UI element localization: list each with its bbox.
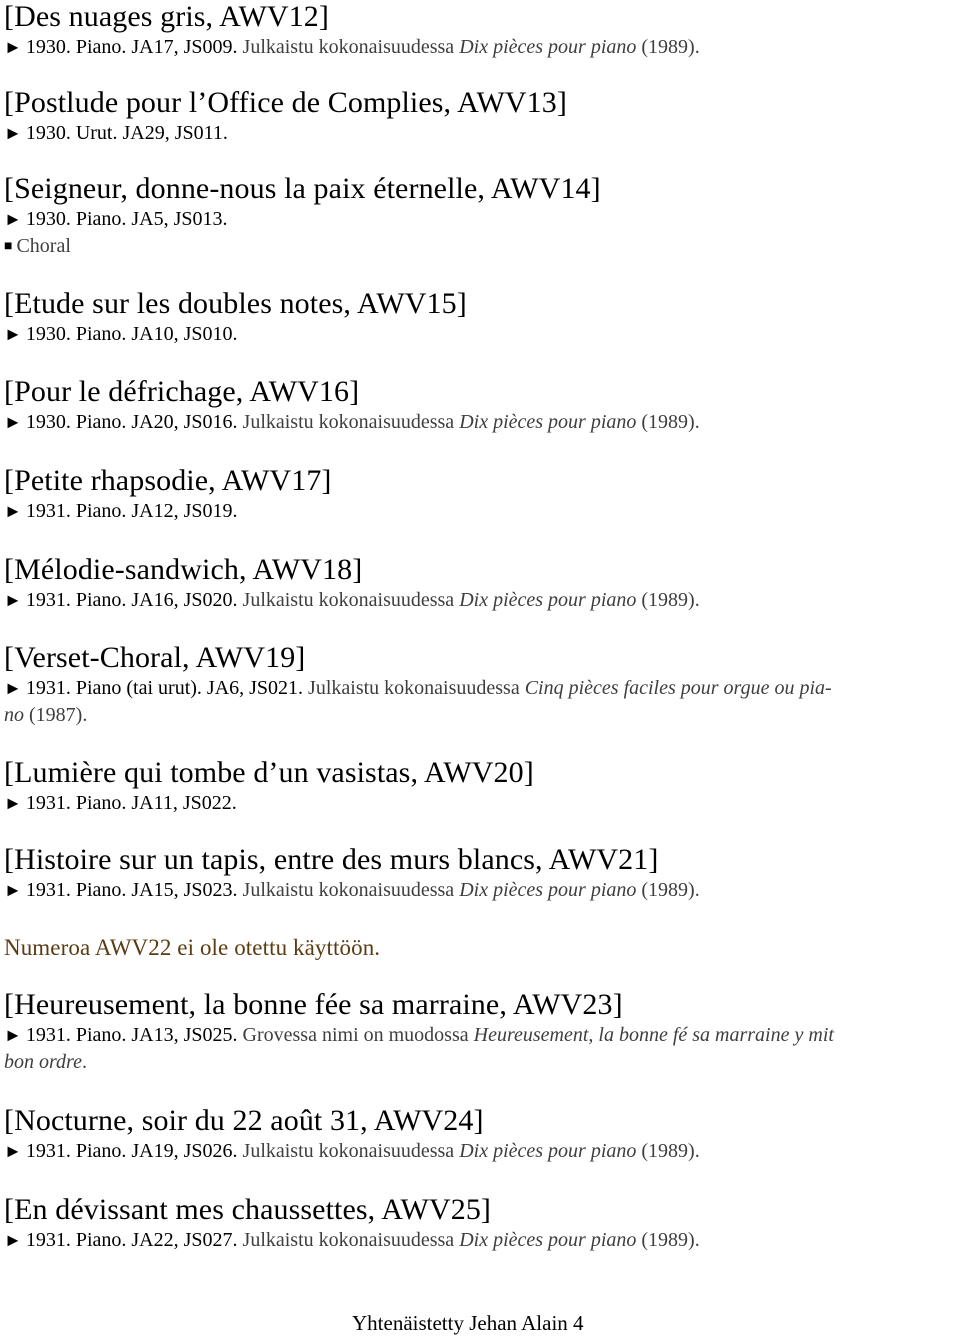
entry-work-title: Heureusement, la bonne fé sa marraine y mit (473, 1024, 834, 1046)
entry-awv21 (4, 843, 958, 904)
entry-awv15 (4, 287, 958, 348)
entry-title: [Des nuages gris, AWV12] (4, 0, 329, 33)
entry-year: (1989). (641, 879, 700, 901)
entry-awv19 (4, 641, 958, 729)
entry-publication: Grovessa nimi on muodossa (242, 1024, 469, 1046)
triangle-right-icon: ► (4, 1025, 22, 1045)
entry-awv16 (4, 375, 958, 436)
entry-work-title: Dix pièces pour piano (459, 589, 637, 611)
entry-awv24 (4, 1104, 958, 1165)
triangle-right-icon: ► (4, 37, 22, 57)
entry-details (4, 1022, 958, 1049)
entry-work-title: Dix pièces pour piano (459, 1229, 637, 1251)
triangle-right-icon: ► (4, 412, 22, 432)
entry-meta: 1930. Urut. JA29, JS011. (25, 122, 228, 144)
entry-details (4, 321, 958, 348)
entry-details-cont (4, 702, 958, 729)
entry-details (4, 877, 958, 904)
entry-details (4, 498, 958, 525)
entry-title: [Histoire sur un tapis, entre des murs blancs, AWV21] (4, 843, 659, 876)
entry-title: [En dévissant mes chaussettes, AWV25] (4, 1193, 492, 1226)
square-bullet-icon: ■ (4, 239, 13, 254)
entry-meta: 1930. Piano. JA20, JS016. (25, 411, 238, 433)
entry-details (4, 34, 958, 61)
entry-awv22-notice (4, 934, 958, 962)
entry-title: [Seigneur, donne-nous la paix éternelle, AWV14] (4, 172, 601, 205)
entry-details (4, 206, 958, 233)
entry-title: [Petite rhapsodie, AWV17] (4, 464, 332, 497)
entry-title: [Nocturne, soir du 22 août 31, AWV24] (4, 1104, 484, 1137)
entry-year: (1989). (641, 36, 700, 58)
entry-details (4, 409, 958, 436)
entry-awv18 (4, 553, 958, 614)
entry-year: (1989). (641, 1140, 700, 1162)
entry-awv17 (4, 464, 958, 525)
entry-year: (1989). (641, 411, 700, 433)
entry-work-title: Cinq pièces faciles pour orgue ou pia- (524, 677, 832, 699)
entry-details (4, 790, 958, 817)
triangle-right-icon: ► (4, 501, 22, 521)
entry-publication: Julkaistu kokonaisuudessa (242, 879, 455, 901)
entry-details (4, 587, 958, 614)
entry-details-cont (4, 1049, 958, 1076)
entry-meta: 1931. Piano. JA15, JS023. (25, 879, 238, 901)
entry-meta: 1931. Piano. JA11, JS022. (25, 792, 237, 814)
entry-meta: 1931. Piano. JA12, JS019. (25, 500, 238, 522)
entry-work-title: Dix pièces pour piano (459, 1140, 637, 1162)
entry-publication: Julkaistu kokonaisuudessa (242, 36, 455, 58)
entry-note-text: Choral (16, 235, 71, 257)
entry-year: (1989). (641, 589, 700, 611)
entry-year: . (81, 1051, 87, 1073)
entry-awv14 (4, 172, 958, 260)
entry-meta: 1931. Piano. JA19, JS026. (25, 1140, 238, 1162)
entry-title: [Pour le défrichage, AWV16] (4, 375, 360, 408)
entry-note (4, 233, 958, 260)
entry-details (4, 120, 958, 147)
entry-work-title: Dix pièces pour piano (459, 879, 637, 901)
triangle-right-icon: ► (4, 123, 22, 143)
triangle-right-icon: ► (4, 324, 22, 344)
entry-publication: Julkaistu kokonaisuudessa (242, 1140, 455, 1162)
entry-work-title-cont: bon ordre (4, 1051, 82, 1073)
entry-publication: Julkaistu kokonaisuudessa (308, 677, 520, 699)
entry-title: [Verset-Choral, AWV19] (4, 641, 306, 674)
entry-publication: Julkaistu kokonaisuudessa (242, 411, 455, 433)
entry-awv25 (4, 1193, 958, 1254)
entry-awv23 (4, 988, 958, 1076)
entry-meta: 1930. Piano. JA17, JS009. (25, 36, 238, 58)
triangle-right-icon: ► (4, 590, 22, 610)
entry-publication: Julkaistu kokonaisuudessa (242, 1229, 455, 1251)
entry-title: [Lumière qui tombe d’un vasistas, AWV20] (4, 756, 534, 789)
triangle-right-icon: ► (4, 209, 22, 229)
entry-awv12 (4, 0, 958, 61)
triangle-right-icon: ► (4, 1141, 22, 1161)
triangle-right-icon: ► (4, 678, 22, 698)
triangle-right-icon: ► (4, 793, 22, 813)
triangle-right-icon: ► (4, 1230, 22, 1250)
entry-year: (1987). (29, 704, 88, 726)
entry-title: [Heureusement, la bonne fée sa marraine, AWV23] (4, 988, 623, 1021)
entry-awv20 (4, 756, 958, 817)
entry-details (4, 675, 958, 702)
entry-details (4, 1227, 958, 1254)
entry-publication: Julkaistu kokonaisuudessa (242, 589, 455, 611)
entry-meta: 1930. Piano. JA5, JS013. (25, 208, 228, 230)
entry-work-title: Dix pièces pour piano (459, 411, 637, 433)
entry-year: (1989). (641, 1229, 700, 1251)
entry-work-title-cont: no (4, 704, 24, 726)
entry-meta: 1930. Piano. JA10, JS010. (25, 323, 238, 345)
entry-work-title: Dix pièces pour piano (459, 36, 637, 58)
entry-meta: 1931. Piano. JA16, JS020. (25, 589, 238, 611)
entry-meta: 1931. Piano. JA22, JS027. (25, 1229, 238, 1251)
entry-title: [Mélodie-sandwich, AWV18] (4, 553, 363, 586)
entry-meta: 1931. Piano. JA13, JS025. (25, 1024, 238, 1046)
entry-title: [Postlude pour l’Office de Complies, AWV13] (4, 86, 567, 119)
entry-meta: 1931. Piano (tai urut). JA6, JS021. (25, 677, 304, 699)
triangle-right-icon: ► (4, 880, 22, 900)
unused-number-notice: Numeroa AWV22 ei ole otettu käyttöön. (4, 935, 381, 960)
entry-title: [Etude sur les doubles notes, AWV15] (4, 287, 467, 320)
entry-details (4, 1138, 958, 1165)
entry-awv13 (4, 86, 958, 147)
page-footer: Yhtenäistetty Jehan Alain 4 (352, 1311, 584, 1335)
